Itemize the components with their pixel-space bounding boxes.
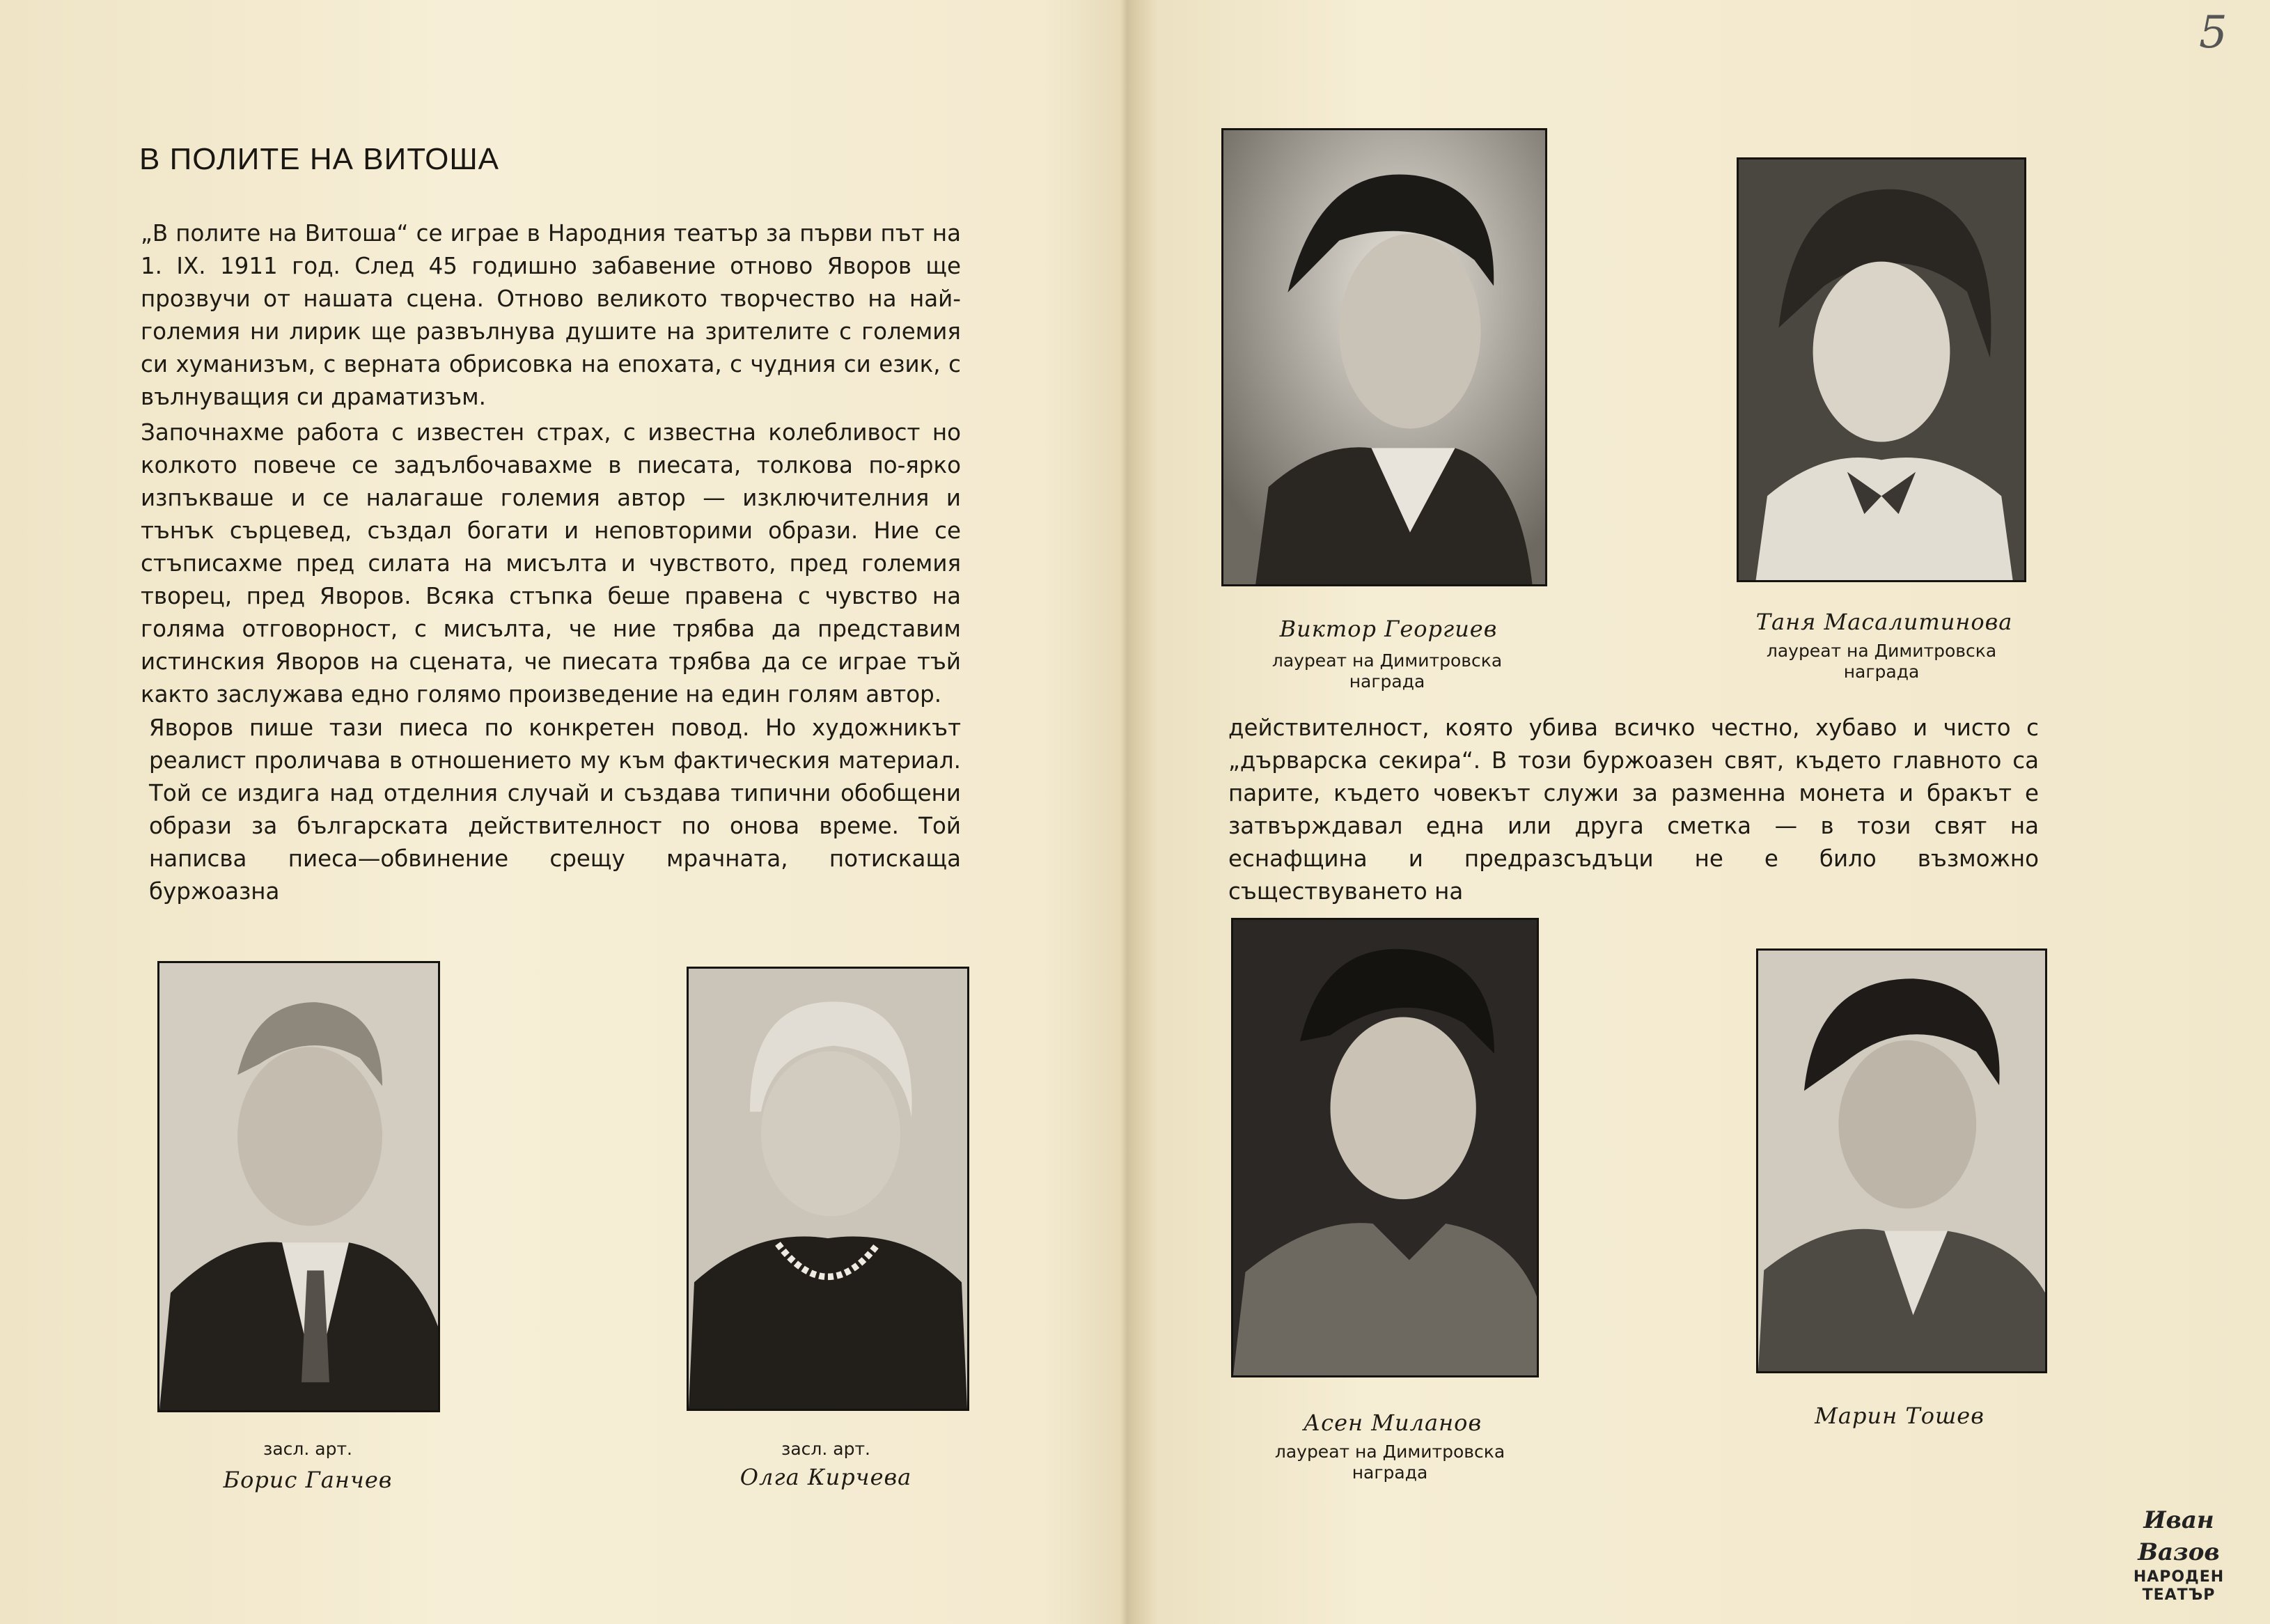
caption-name-boris-ganchev: Борис Ганчев: [223, 1467, 393, 1493]
caption-award-viktor-georgiev: лауреат на Димитровска награда: [1271, 650, 1503, 692]
logo-line-1: НАРОДЕН: [2133, 1568, 2225, 1586]
portrait-tanya-masalitinova: [1737, 157, 2026, 582]
center-fold: [1120, 0, 1135, 1624]
page-title: В ПОЛИТЕ НА ВИТОША: [139, 142, 499, 176]
caption-award-asen-milanov: лауреат на Димитровска награда: [1274, 1442, 1505, 1483]
caption-award-tanya-masalitinova: лауреат на Димитровска награда: [1766, 641, 1997, 682]
caption-name-olga-kircheva: Олга Кирчева: [739, 1464, 912, 1490]
caption-name-viktor-georgiev: Виктор Георгиев: [1279, 616, 1498, 642]
caption-title-olga-kircheva: засл. арт.: [781, 1439, 870, 1459]
portrait-viktor-georgiev: [1221, 128, 1547, 586]
caption-title-boris-ganchev: засл. арт.: [263, 1439, 352, 1459]
logo-script: Иван Вазов: [2138, 1506, 2220, 1566]
caption-name-asen-milanov: Асен Миланов: [1303, 1410, 1482, 1436]
portrait-asen-milanov: [1231, 918, 1539, 1377]
portrait-marin-toshev: [1756, 948, 2047, 1373]
portrait-boris-ganchev: [157, 961, 440, 1412]
paragraph-work: Започнахме работа с известен страх, с известна колебливост но колкото повече се задълбочавахме в пиесата, толкова по-ярко изпъкваше и се налагаше големия автор — изключителния и тънък сърцевед, създал богати и неповторими образи. Ние се стъписахме пред силата на мисълта и чувството, пред големия творец, пред Яворов. Всяка стъпка беше правена с чувство на голяма отговорност, с мисълта, че ние трябва да представим истинския Яворов на сцената, че пиесата трябва да се играе тъй както заслужава едно голямо произведение на един голям автор.: [141, 419, 961, 708]
national-theatre-logo: [2113, 1504, 2245, 1602]
page-number: 5: [2199, 7, 2228, 58]
paragraph-intro: „В полите на Витоша“ се играе в Народния театър за първи път на 1. IX. 1911 год. След 45 годишно забавение отново Яворов ще прозвучи от нашата сцена. Отново великото творчество на най-големия ни лирик ще развълнува душите на зрителите с големия си хуманизъм, с верната обрисовка на епохата, с чудния си език, с вълнуващия си драматизъм.: [141, 220, 961, 410]
caption-name-tanya-masalitinova: Таня Масалитинова: [1755, 609, 2013, 635]
paragraph-continuation: действителност, която убива всичко честно, хубаво и чисто с „дърварска секира“. В този буржоазен свят, където главното са парите, където човекът служи за разменна монета и бракът е затвърждавал една или друга сметка — в този свят на еснафщина и предразсъдъци не е било възможно съществуването на: [1228, 715, 2039, 905]
logo-line-2: ТЕАТЪР: [2142, 1586, 2216, 1604]
portrait-olga-kircheva: [687, 967, 969, 1411]
caption-name-marin-toshev: Марин Тошев: [1815, 1403, 1985, 1429]
paragraph-context: Яворов пише тази пиеса по конкретен повод. Но художникът реалист проличава в отношението му към фактическия материал. Той се издига над отделния случай и създава типични обобщени образи за българската действителност по онова време. Той написва пиеса—обвинение срещу мрачната, потискаща буржоазна: [149, 715, 961, 905]
